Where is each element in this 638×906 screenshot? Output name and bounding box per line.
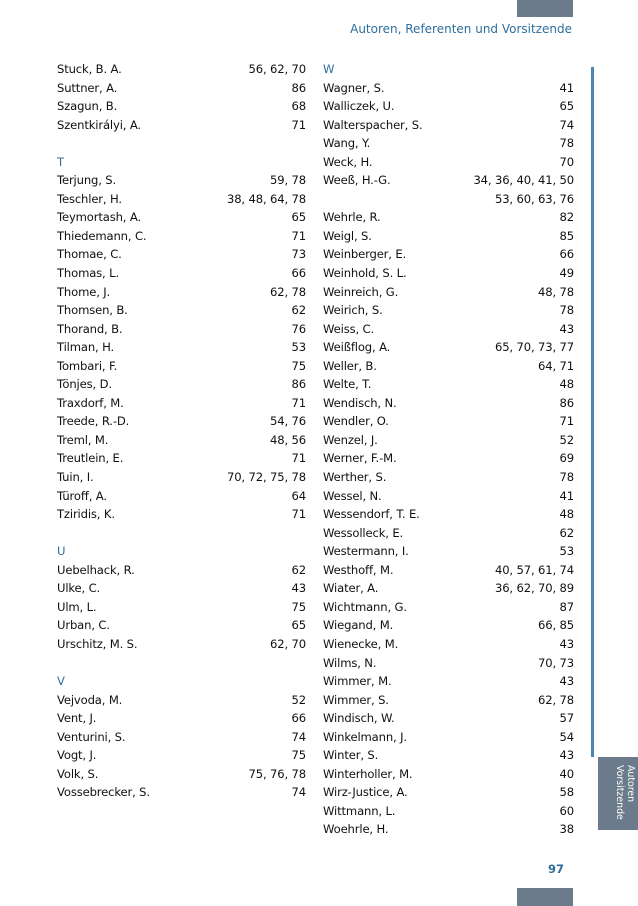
page-references: 59, 78: [270, 173, 306, 188]
index-entry: [57, 301, 306, 320]
author-name: Wirz-Justice, A.: [323, 785, 408, 800]
page-references: 65, 70, 73, 77: [494, 340, 574, 355]
blank-row: [57, 134, 306, 153]
index-entry: [323, 691, 574, 710]
page-references: 66: [291, 711, 306, 726]
index-column-left: [57, 60, 306, 802]
index-entry: [57, 116, 306, 135]
blank-row: [57, 654, 306, 673]
author-name: Westermann, I.: [323, 544, 409, 559]
index-entry: [57, 357, 306, 376]
index-entry: [57, 783, 306, 802]
index-entry: [57, 579, 306, 598]
index-entry: [57, 765, 306, 784]
top-color-bar: [517, 0, 573, 17]
author-name: Thorand, B.: [57, 321, 123, 336]
index-entry: [323, 301, 574, 320]
page-references: 34, 36, 40, 41, 50: [473, 173, 574, 188]
author-name: Weinberger, E.: [323, 247, 407, 262]
page-references: 43: [559, 636, 574, 651]
author-name: Thome, J.: [57, 284, 111, 299]
index-entry: [57, 245, 306, 264]
index-entry: [323, 338, 574, 357]
page-references: 40, 57, 61, 74: [494, 562, 574, 577]
index-entry: [323, 820, 574, 839]
page-references: 58: [559, 785, 574, 800]
index-letter-heading: [57, 153, 306, 172]
page-references: 71: [291, 395, 306, 410]
index-letter-heading: [57, 542, 306, 561]
author-name: Wessolleck, E.: [323, 525, 404, 540]
page-references: 48, 56: [270, 432, 306, 447]
index-letter: V: [57, 674, 65, 689]
author-name: Stuck, B. A.: [57, 62, 122, 76]
author-name: Woehrle, H.: [323, 822, 389, 837]
page-references: 60: [559, 803, 574, 818]
author-name: Tziridis, K.: [57, 507, 115, 522]
index-entry: [57, 746, 306, 765]
page-references: 62: [559, 525, 574, 540]
page-references: 64, 71: [538, 358, 574, 373]
author-name: Wehrle, R.: [323, 210, 381, 225]
author-name: Treutlein, E.: [57, 451, 124, 466]
author-name: Tombari, F.: [57, 358, 118, 373]
page-references: 65: [559, 99, 574, 114]
author-name: Vejvoda, M.: [57, 692, 123, 707]
index-entry: [57, 449, 306, 468]
index-entry: [323, 468, 574, 487]
page-references: 78: [559, 136, 574, 151]
index-entry: [323, 654, 574, 673]
page-references: 71: [291, 451, 306, 466]
page-references: 78: [559, 470, 574, 485]
index-entry: [57, 338, 306, 357]
page-references: 38, 48, 64, 78: [226, 191, 306, 206]
index-entry: [57, 728, 306, 747]
author-name: Traxdorf, M.: [57, 395, 124, 410]
author-name: Wessel, N.: [323, 488, 382, 503]
page-references: 70, 73: [538, 655, 574, 670]
page-references: 62, 78: [270, 284, 306, 299]
index-entry: [323, 635, 574, 654]
index-entry: [323, 190, 574, 209]
page-references: 64: [291, 488, 306, 503]
index-entry: [57, 375, 306, 394]
author-name: Walliczek, U.: [323, 99, 395, 114]
page-references: 86: [291, 377, 306, 392]
author-name: Ulke, C.: [57, 581, 101, 596]
section-tab[interactable]: [598, 757, 638, 830]
page-references: 70: [559, 154, 574, 169]
index-entry: [57, 394, 306, 413]
author-name: Werther, S.: [323, 470, 387, 485]
page-references: 74: [291, 785, 306, 800]
author-name: Weinhold, S. L.: [323, 266, 407, 281]
page-references: 65: [291, 210, 306, 225]
index-entry: [323, 579, 574, 598]
author-name: Urschitz, M. S.: [57, 636, 138, 651]
author-name: Wilms, N.: [323, 655, 377, 670]
index-entry: [57, 97, 306, 116]
author-name: Wimmer, M.: [323, 674, 392, 689]
index-entry: [323, 412, 574, 431]
page-references: 78: [559, 303, 574, 318]
index-entry: [57, 709, 306, 728]
page-references: 48, 78: [538, 284, 574, 299]
index-entry: [57, 412, 306, 431]
author-name: Teymortash, A.: [57, 210, 141, 225]
author-name: Winter, S.: [323, 748, 379, 763]
author-name: Vogt, J.: [57, 748, 97, 763]
index-entry: [323, 449, 574, 468]
page-references: 87: [559, 599, 574, 614]
page-references: 53: [291, 340, 306, 355]
page-references: 41: [559, 80, 574, 95]
index-entry: [57, 487, 306, 506]
page-references: 71: [291, 507, 306, 522]
page-references: 74: [559, 117, 574, 132]
index-entry: [323, 672, 574, 691]
index-entry: [323, 728, 574, 747]
author-name: Walterspacher, S.: [323, 117, 423, 132]
page-number: 97: [548, 862, 565, 876]
side-accent-line: [591, 67, 594, 757]
index-entry: [57, 283, 306, 302]
index-letter-heading: [323, 60, 574, 79]
index-entry: [323, 171, 574, 190]
page-references: 48: [559, 507, 574, 522]
author-name: Wessendorf, T. E.: [323, 507, 420, 522]
index-entry: [57, 60, 306, 79]
page-references: 75: [291, 358, 306, 373]
index-entry: [57, 208, 306, 227]
author-name: Treml, M.: [57, 432, 109, 447]
page-references: 62: [291, 562, 306, 577]
index-entry: [57, 616, 306, 635]
author-name: Wang, Y.: [323, 136, 371, 151]
index-entry: [323, 116, 574, 135]
index-entry: [323, 746, 574, 765]
page-references: 54: [559, 729, 574, 744]
page-references: 66: [291, 266, 306, 281]
page-references: 75: [291, 599, 306, 614]
page-references: 66: [559, 247, 574, 262]
page-references: 36, 62, 70, 89: [494, 581, 574, 596]
author-name: Weeß, H.-G.: [323, 173, 391, 188]
author-name: Thomae, C.: [57, 247, 122, 262]
index-entry: [323, 765, 574, 784]
index-entry: [323, 542, 574, 561]
page-references: 62, 78: [538, 692, 574, 707]
index-entry: [323, 208, 574, 227]
author-name: Weigl, S.: [323, 228, 372, 243]
page-references: 48: [559, 377, 574, 392]
page-references: 43: [291, 581, 306, 596]
author-name: Weinreich, G.: [323, 284, 399, 299]
author-name: Tuin, I.: [57, 470, 94, 485]
index-entry: [57, 264, 306, 283]
page-references: 38: [559, 822, 574, 837]
index-letter-heading: [57, 672, 306, 691]
page-references: 85: [559, 228, 574, 243]
author-name: Ulm, L.: [57, 599, 97, 614]
author-name: Tönjes, D.: [57, 377, 112, 392]
index-letter: T: [57, 154, 64, 169]
author-name: Wienecke, M.: [323, 636, 399, 651]
author-name: Wittmann, L.: [323, 803, 396, 818]
author-name: Thiedemann, C.: [57, 228, 147, 243]
page-references: 52: [559, 432, 574, 447]
page-references: 65: [291, 618, 306, 633]
index-entry: [57, 320, 306, 339]
index-entry: [323, 264, 574, 283]
page-references: 53: [559, 544, 574, 559]
page-references: 49: [559, 266, 574, 281]
page-references: 57: [559, 711, 574, 726]
author-name: Weirich, S.: [323, 303, 383, 318]
author-name: Türoff, A.: [57, 488, 107, 503]
author-name: Wendler, O.: [323, 414, 389, 429]
index-entry: [323, 431, 574, 450]
page-references: 54, 76: [270, 414, 306, 429]
index-entry: [57, 468, 306, 487]
page-header-title: Autoren, Referenten und Vorsitzende: [350, 22, 572, 36]
page-references: 56, 62, 70: [248, 62, 306, 76]
index-entry: [323, 357, 574, 376]
page-references: 66, 85: [538, 618, 574, 633]
index-entry: [323, 709, 574, 728]
page-references: 53, 60, 63, 76: [494, 191, 574, 206]
page-references: 86: [559, 395, 574, 410]
page-references: 62: [291, 303, 306, 318]
page-references: 71: [291, 228, 306, 243]
blank-row: [57, 524, 306, 543]
index-entry: [323, 561, 574, 580]
author-name: Teschler, H.: [57, 191, 122, 206]
author-name: Treede, R.-D.: [57, 414, 130, 429]
author-name: Wiater, A.: [323, 581, 379, 596]
page-references: 71: [559, 414, 574, 429]
author-name: Szentkirályi, A.: [57, 117, 141, 132]
index-column-right: [323, 60, 574, 839]
author-name: Szagun, B.: [57, 99, 118, 114]
author-name: Weck, H.: [323, 154, 373, 169]
author-name: Wichtmann, G.: [323, 599, 407, 614]
author-name: Vent, J.: [57, 711, 97, 726]
index-entry: [57, 171, 306, 190]
page-references: 76: [291, 321, 306, 336]
index-entry: [323, 598, 574, 617]
index-entry: [57, 431, 306, 450]
index-entry: [323, 227, 574, 246]
index-entry: [323, 783, 574, 802]
index-entry: [323, 245, 574, 264]
section-tab-line-1: Autoren: [625, 765, 636, 803]
index-entry: [323, 616, 574, 635]
index-entry: [323, 524, 574, 543]
author-name: Thomsen, B.: [57, 303, 128, 318]
page-references: 43: [559, 321, 574, 336]
page-references: 69: [559, 451, 574, 466]
index-letter: U: [57, 544, 66, 559]
author-name: Terjung, S.: [57, 173, 117, 188]
index-entry: [323, 134, 574, 153]
author-name: Wiegand, M.: [323, 618, 394, 633]
index-entry: [57, 598, 306, 617]
author-name: Wimmer, S.: [323, 692, 389, 707]
index-letter: W: [323, 62, 335, 76]
page-references: 52: [291, 692, 306, 707]
author-name: Wenzel, J.: [323, 432, 378, 447]
author-name: Westhoff, M.: [323, 562, 394, 577]
page-references: 43: [559, 674, 574, 689]
author-name: Windisch, W.: [323, 711, 395, 726]
page-references: 86: [291, 80, 306, 95]
page-references: 41: [559, 488, 574, 503]
author-name: Uebelhack, R.: [57, 562, 135, 577]
author-name: Volk, S.: [57, 766, 99, 781]
page-references: 74: [291, 729, 306, 744]
index-entry: [323, 394, 574, 413]
page-references: 71: [291, 117, 306, 132]
index-entry: [323, 375, 574, 394]
index-entry: [57, 635, 306, 654]
index-entry: [323, 79, 574, 98]
index-entry: [57, 79, 306, 98]
index-entry: [57, 190, 306, 209]
author-name: Suttner, A.: [57, 80, 118, 95]
index-entry: [323, 283, 574, 302]
author-name: Wagner, S.: [323, 80, 385, 95]
page-references: 68: [291, 99, 306, 114]
index-entry: [323, 505, 574, 524]
author-name: Thomas, L.: [57, 266, 119, 281]
index-entry: [323, 97, 574, 116]
section-tab-line-2: Vorsitzende: [614, 765, 625, 820]
page-references: 82: [559, 210, 574, 225]
author-name: Vossebrecker, S.: [57, 785, 150, 800]
page-references: 62, 70: [270, 636, 306, 651]
author-name: Weller, B.: [323, 358, 377, 373]
page-references: 40: [559, 766, 574, 781]
author-name: Venturini, S.: [57, 729, 126, 744]
author-name: Weiss, C.: [323, 321, 375, 336]
index-entry: [57, 691, 306, 710]
index-entry: [323, 153, 574, 172]
bottom-color-bar: [517, 888, 573, 906]
author-name: Welte, T.: [323, 377, 372, 392]
index-entry: [57, 561, 306, 580]
author-name: Winkelmann, J.: [323, 729, 407, 744]
author-name: Urban, C.: [57, 618, 110, 633]
index-entry: [323, 487, 574, 506]
page-references: 75, 76, 78: [248, 766, 306, 781]
index-entry: [323, 320, 574, 339]
author-name: Weißflog, A.: [323, 340, 391, 355]
index-entry: [323, 802, 574, 821]
author-name: Winterholler, M.: [323, 766, 413, 781]
page-references: 73: [291, 247, 306, 262]
index-entry: [57, 505, 306, 524]
page-references: 70, 72, 75, 78: [226, 470, 306, 485]
page-references: 43: [559, 748, 574, 763]
author-name: Werner, F.-M.: [323, 451, 397, 466]
page-references: 75: [291, 748, 306, 763]
index-entry: [57, 227, 306, 246]
author-name: Wendisch, N.: [323, 395, 397, 410]
section-tab-label: [614, 765, 636, 823]
author-name: Tilman, H.: [57, 340, 114, 355]
